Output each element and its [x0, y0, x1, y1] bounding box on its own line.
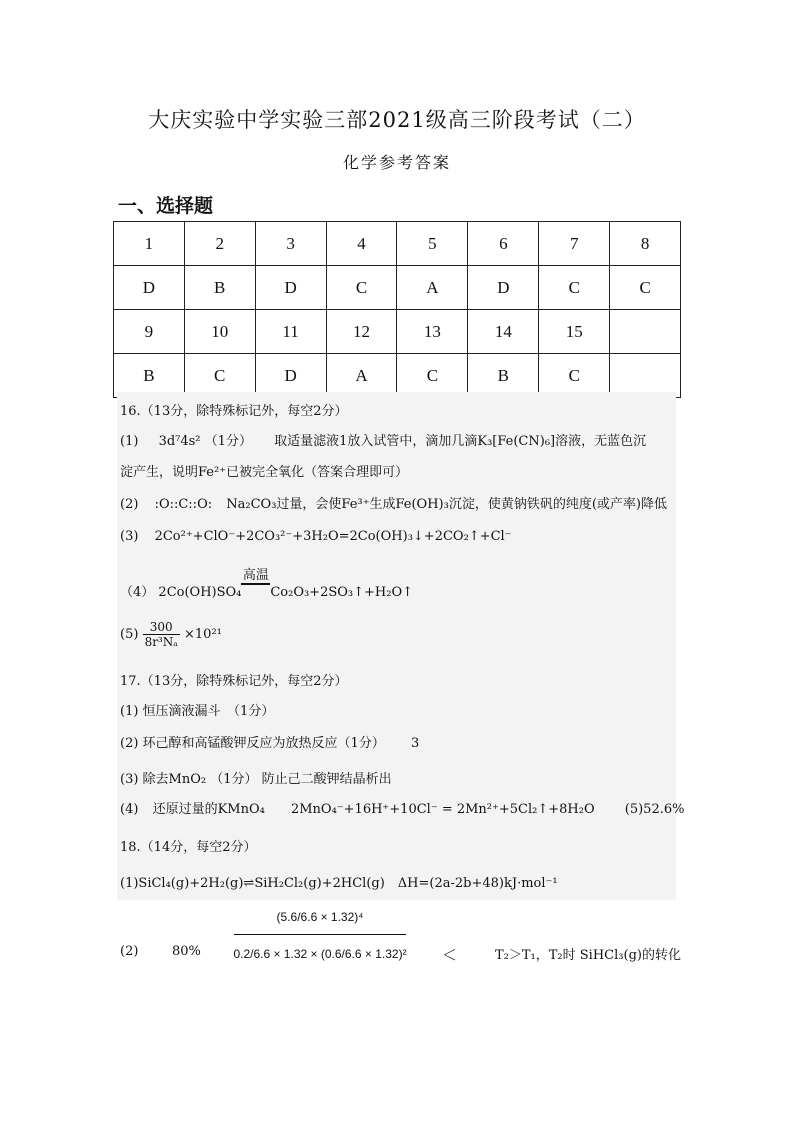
- table-cell: 1: [114, 222, 185, 266]
- table-cell: 3: [255, 222, 326, 266]
- q17-p2-text: (2) 环己醇和高锰酸钾反应为放热反应（1分）: [120, 736, 385, 751]
- q16-p5-num: 300: [143, 620, 180, 635]
- q16-p2-label: (2): [120, 497, 139, 512]
- table-cell: [610, 354, 681, 398]
- q16-heading: 16.（13分，除特殊标记外，每空2分）: [120, 404, 348, 419]
- q16-p4-left: 2Co(OH)SO₄: [158, 585, 242, 600]
- q17-part5: (5)52.6%: [624, 802, 685, 817]
- table-row: [114, 222, 681, 266]
- table-cell: 12: [326, 310, 397, 354]
- table-row: [114, 266, 681, 310]
- q16-p5-tail: ×10²¹: [184, 627, 222, 642]
- answer-table: [113, 221, 681, 398]
- q16-p1-label: (1): [120, 434, 139, 449]
- table-cell: 7: [539, 222, 610, 266]
- q17-part4: [120, 798, 684, 817]
- table-cell: 5: [397, 222, 468, 266]
- q18-part1: (1)SiCl₄(g)+2H₂(g)⇌SiH₂Cl₂(g)+2HCl(g) ΔH=(2a-2b+48)kJ·mol⁻¹: [120, 876, 558, 891]
- table-cell: D: [255, 266, 326, 310]
- q18-p2-text: T₂＞T₁，T₂时 SiHCl₃(g)的转化: [495, 948, 681, 963]
- q18-p2-compare: ＜: [442, 946, 458, 964]
- table-cell: C: [184, 354, 255, 398]
- q16-p4-condition: 高温: [242, 568, 269, 583]
- q16-p1-config: 3d⁷4s²: [158, 434, 201, 449]
- table-cell: C: [326, 266, 397, 310]
- table-cell: 13: [397, 310, 468, 354]
- table-cell: 15: [539, 310, 610, 354]
- table-cell: B: [468, 354, 539, 398]
- q17-heading: 17.（13分，除特殊标记外，每空2分）: [120, 674, 348, 689]
- table-cell: 11: [255, 310, 326, 354]
- q16-p5-den: 8r³Nₐ: [144, 635, 178, 649]
- table-row: [114, 310, 681, 354]
- q18-part2-percent: 80%: [172, 944, 201, 959]
- q17-p4-text: 还原过量的KMnO₄: [152, 802, 265, 817]
- q16-part3: [120, 529, 512, 544]
- table-cell: A: [326, 354, 397, 398]
- table-cell: 4: [326, 222, 397, 266]
- q16-p3-equation: 2Co²⁺+ClO⁻+2CO₃²⁻+3H₂O=2Co(OH)₃↓+2CO₂↑+Cl⁻: [154, 529, 512, 544]
- q16-p5-label: (5): [120, 627, 139, 642]
- q17-p2-answer: 3: [410, 736, 420, 751]
- q16-p2-struct: :O::C::O:: [154, 497, 213, 512]
- table-cell: D: [255, 354, 326, 398]
- table-cell: B: [114, 354, 185, 398]
- q16-p5-fraction: [143, 620, 180, 649]
- table-cell: 10: [184, 310, 255, 354]
- page-title: 大庆实验中学实验三部2021级高三阶段考试（二）: [148, 108, 646, 132]
- table-cell: A: [397, 266, 468, 310]
- q17-p4-equation: 2MnO₄⁻+16H⁺+10Cl⁻ = 2Mn²⁺+5Cl₂↑+8H₂O: [290, 802, 595, 817]
- table-row: [114, 354, 681, 398]
- q16-p4-right: Co₂O₃+2SO₃↑+H₂O↑: [270, 585, 414, 600]
- q18-heading: 18.（14分，每空2分）: [120, 840, 257, 855]
- q16-p4-label: （4）: [120, 585, 155, 600]
- table-cell: [610, 310, 681, 354]
- table-cell: D: [468, 266, 539, 310]
- q16-p1-text: 取适量滤液1放入试管中，滴加几滴K₃[Fe(CN)₆]溶液，无蓝色沉: [274, 434, 647, 449]
- q17-part3: (3) 除去MnO₂ （1分） 防止己二酸钾结晶析出: [120, 772, 392, 787]
- q16-p4-arrow: [241, 568, 270, 600]
- table-cell: 14: [468, 310, 539, 354]
- q16-part5: [120, 620, 222, 649]
- section-heading-choice: 一、选择题: [118, 195, 214, 217]
- table-cell: 8: [610, 222, 681, 266]
- table-cell: C: [610, 266, 681, 310]
- table-cell: 9: [114, 310, 185, 354]
- q16-p2-text: Na₂CO₃过量，会使Fe³⁺生成Fe(OH)₃沉淀，使黄钠铁矾的纯度(或产率)降低: [226, 497, 667, 512]
- q16-p1-points: （1分）: [204, 434, 252, 449]
- table-cell: C: [397, 354, 468, 398]
- q16-p1-cont: 淀产生，说明Fe²⁺已被完全氧化（答案合理即可）: [120, 465, 409, 480]
- q16-part4: [120, 568, 414, 600]
- page-subtitle: 化学参考答案: [342, 153, 451, 172]
- q16-p3-label: (3): [120, 529, 139, 544]
- q17-p4-label: (4): [120, 802, 139, 817]
- q18-p2-denominator: 0.2/6.6 × 1.32 × (0.6/6.6 × 1.32)²: [233, 947, 407, 961]
- table-cell: C: [539, 266, 610, 310]
- table-cell: D: [114, 266, 185, 310]
- table-cell: C: [539, 354, 610, 398]
- table-cell: B: [184, 266, 255, 310]
- q17-part2: [120, 732, 419, 751]
- q16-part2: [120, 493, 667, 512]
- q18-p2-numerator: (5.6/6.6 × 1.32)⁴: [276, 910, 364, 924]
- q16-part1: [120, 430, 646, 449]
- q17-part1: (1) 恒压滴液漏斗 （1分）: [120, 704, 275, 719]
- q18-p2-expression: [230, 910, 410, 961]
- table-cell: 6: [468, 222, 539, 266]
- table-cell: 2: [184, 222, 255, 266]
- q18-part2-label: (2): [120, 944, 139, 959]
